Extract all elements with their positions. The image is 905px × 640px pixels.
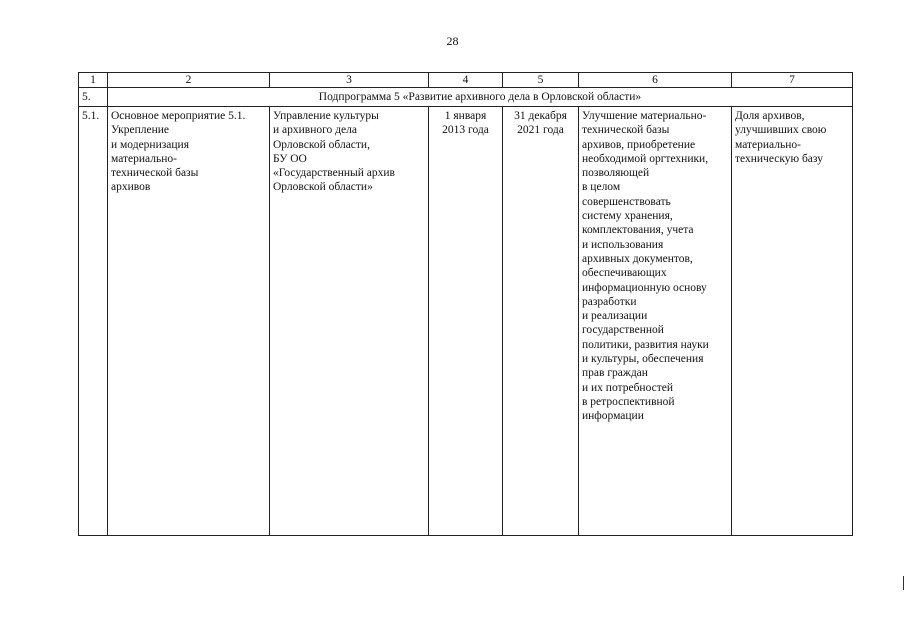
result-cell: Улучшение материально- технической базы архивов, приобретение необходимой оргтехники, позволяющей в целом совершенствовать систему хранения, комплектования, учета и использования архивных документов, обеспечивающих информационную основу разработки и реализации государственной политики, развития науки и культуры, обеспечения прав граждан и их потребностей в ретроспективной информации	[579, 107, 732, 536]
column-number-cell: 7	[732, 73, 853, 88]
column-number-cell: 5	[503, 73, 579, 88]
subprogram-index: 5.	[79, 88, 108, 107]
column-number-cell: 6	[579, 73, 732, 88]
event-cell: Основное мероприятие 5.1. Укрепление и модернизация материально- технической базы архивов	[108, 107, 270, 536]
column-number-cell: 4	[429, 73, 503, 88]
row-index: 5.1.	[79, 107, 108, 536]
edge-mark	[903, 576, 904, 590]
subprogram-title: Подпрограмма 5 «Развитие архивного дела в Орловской области»	[108, 88, 853, 107]
program-table	[78, 72, 853, 536]
column-number-cell: 2	[108, 73, 270, 88]
end-date-cell: 31 декабря 2021 года	[503, 107, 579, 536]
indicator-cell: Доля архивов, улучшивших свою материально- техническую базу	[732, 107, 853, 536]
column-number-cell: 1	[79, 73, 108, 88]
column-number-row	[79, 73, 853, 88]
table-row	[79, 107, 853, 536]
column-number-cell: 3	[270, 73, 429, 88]
page-number: 28	[446, 34, 459, 48]
subprogram-row	[79, 88, 853, 107]
executor-cell: Управление культуры и архивного дела Орловской области, БУ ОО «Государственный архив Орловской области»	[270, 107, 429, 536]
start-date-cell: 1 января 2013 года	[429, 107, 503, 536]
